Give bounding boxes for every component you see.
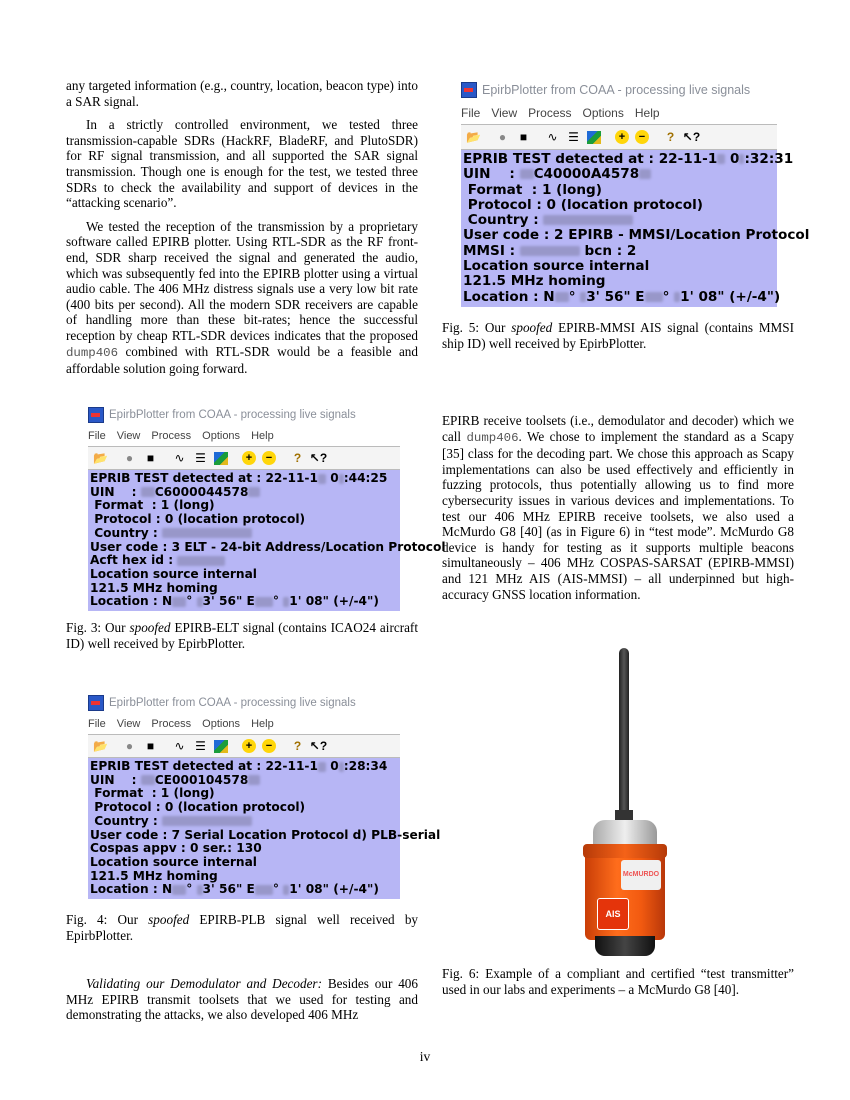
output-line: User code : 2 EPIRB - MMSI/Location Protocol [463, 227, 810, 244]
paragraph: Validating our Demodulator and Decoder: Besides our 406 MHz EPIRB transmit toolsets that we used for testing and demonstrating the attacks, we also developed 406 MHz [66, 976, 418, 1023]
stop-icon[interactable]: ■ [146, 739, 155, 753]
redaction [555, 292, 569, 302]
menu-process[interactable]: Process [151, 430, 192, 442]
waveform-icon[interactable]: ∿ [174, 739, 185, 753]
output-line: 121.5 MHz homing [463, 273, 606, 290]
section-heading: Validating our Demodulator and Decoder: [86, 976, 322, 991]
window-title: EpirbPlotter from COAA - processing live signals [109, 697, 356, 709]
zoom-out-icon[interactable]: − [262, 739, 276, 753]
menu-view[interactable]: View [116, 430, 141, 442]
redaction [739, 154, 744, 164]
redaction [197, 597, 203, 607]
output-line: Location source internal [90, 566, 257, 581]
menu-bar [461, 102, 777, 124]
redaction [318, 474, 326, 484]
page-number: iv [419, 1049, 431, 1064]
toolbar-separator [112, 449, 118, 467]
context-help-icon[interactable]: ↖? [682, 130, 701, 144]
redaction [248, 487, 260, 497]
zoom-out-icon[interactable]: − [262, 451, 276, 465]
beacon-antenna [619, 648, 629, 818]
zoom-in-icon[interactable]: + [242, 739, 256, 753]
toolbar-separator [280, 737, 286, 755]
paragraph: We tested the reception of the transmission by a proprietary software called EPIRB plotter. Using RTL-SDR as the RF front-end, SDR sharp received the signal and generated the audio, which was subsequently fed into the EPIRB plotter using a virtual audio cable. The 406 MHz distress signals use a very low bit rate (400 bits per second). All the modern SDR receivers are capable of handling more than these bit-rates; hence the successful reception by cheap RTL-SDR devices indicates that the proposed dump406 combined with RTL-SDR would be a feasible and affordable solution going forward. [66, 218, 418, 377]
waveform-icon[interactable]: ∿ [547, 130, 558, 144]
beacon-brand-label: McMURDO [621, 860, 661, 890]
redaction [717, 154, 725, 164]
redaction [339, 762, 344, 772]
redaction [172, 597, 186, 607]
redaction [197, 885, 203, 895]
output-line: 121.5 MHz homing [90, 580, 218, 595]
paragraph: EPIRB receive toolsets (i.e., demodulator and decoder) which we call dump406. We chose to implement the standard as a Scapy [35] class for the decoding part. We chose this approach as Scapy implementations can also be used effectively and efficiently in fuzzing protocols, thus potentially allowing us to find more cybersecurity issues in various devices and implementations. To test our 406 MHz EPIRB receive toolsets, we also used a McMurdo G8 [40] (as in Figure 6) in “test mode”. McMurdo G8 device is handy for testing as it supports multiple beacons simultaneously – 406 MHz COSPAS-SARSAT (EPIRB-MMSI) and 121 MHz AIS (AIS-MMSI) – all underpinned but high-accuracy GNSS location information. [442, 413, 794, 602]
help-icon[interactable]: ? [293, 739, 302, 753]
toolbar-separator [162, 737, 168, 755]
redaction [543, 215, 633, 225]
output-line: EPRIB TEST detected at : 22-11-1 0 :28:34 [90, 759, 388, 773]
toolbar [461, 124, 777, 150]
figure-5-caption: Fig. 5: Our spoofed EPIRB-MMSI AIS signal (contains MMSI ship ID) well received by EpirbPlotter. [442, 320, 794, 351]
redaction [255, 597, 273, 607]
menu-view[interactable]: View [116, 718, 141, 730]
map-icon[interactable] [214, 740, 228, 753]
menu-help[interactable]: Help [634, 106, 660, 120]
redaction [520, 169, 534, 179]
redaction [645, 292, 663, 302]
window-title: EpirbPlotter from COAA - processing live signals [109, 409, 356, 421]
record-icon[interactable]: ● [125, 739, 134, 753]
menu-options[interactable]: Options [582, 106, 624, 120]
redaction [248, 775, 260, 785]
menu-options[interactable]: Options [202, 718, 241, 730]
output-line: UIN : C40000A4578 [463, 167, 775, 182]
output-line: Location source internal [90, 854, 257, 869]
output-line: UIN : C6000044578 [90, 486, 398, 500]
stop-icon[interactable]: ■ [519, 130, 528, 144]
menu-file[interactable]: File [88, 430, 106, 442]
figure-3-caption: Fig. 3: Our spoofed EPIRB-ELT signal (contains ICAO24 aircraft ID) well received by EpirbPlotter. [66, 620, 418, 651]
output-line: User code : 7 Serial Location Protocol d) PLB-serial [90, 827, 441, 842]
redaction [520, 246, 580, 256]
menu-help[interactable]: Help [251, 718, 274, 730]
waveform-icon[interactable]: ∿ [174, 451, 185, 465]
output-line: Cospas appv : 0 ser.: 130 [90, 841, 262, 856]
map-icon[interactable] [587, 131, 601, 144]
figure-4-caption: Fig. 4: Our spoofed EPIRB-PLB signal well received by EpirbPlotter. [66, 912, 419, 943]
paragraph: any targeted information (e.g., country, location, beacon type) into a SAR signal. [66, 78, 418, 109]
mcmurdo-g8-beacon-image [575, 648, 675, 958]
toolbar [88, 446, 400, 470]
app-icon [88, 695, 104, 711]
epirbplotter-window-fig4 [88, 692, 441, 899]
beacon-ais-label: AIS [597, 898, 629, 930]
output-line: Protocol : 0 (location protocol) [90, 800, 306, 815]
right-column-text [442, 413, 794, 610]
toolbar-separator [232, 449, 238, 467]
app-icon [461, 82, 477, 98]
menu-file[interactable]: File [461, 106, 481, 120]
epirbplotter-window-fig3 [88, 404, 446, 611]
list-icon[interactable]: ☰ [195, 451, 206, 465]
redaction [580, 292, 586, 302]
open-folder-icon[interactable]: 📂 [93, 451, 108, 465]
toolbar-separator [535, 128, 541, 146]
output-line: User code : 3 ELT - 24-bit Address/Location Protocol [90, 539, 446, 554]
redaction [318, 762, 326, 772]
zoom-out-icon[interactable]: − [635, 130, 649, 144]
output-line: 121.5 MHz homing [90, 868, 218, 883]
output-line: UIN : CE000104578 [90, 774, 398, 788]
figure-6-caption: Fig. 6: Example of a compliant and certified “test transmitter” used in our labs and experiments – a McMurdo G8 [40]. [442, 966, 794, 997]
redaction [162, 816, 252, 826]
list-icon[interactable]: ☰ [568, 130, 579, 144]
redaction [339, 474, 344, 484]
menu-view[interactable]: View [491, 106, 518, 120]
output-line: Format : 1 (long) [463, 181, 603, 198]
record-icon[interactable]: ● [125, 451, 134, 465]
open-folder-icon[interactable]: 📂 [93, 739, 108, 753]
output-line: Protocol : 0 (location protocol) [90, 512, 306, 527]
output-line: EPRIB TEST detected at : 22-11-1 0 :32:31 [463, 151, 794, 167]
menu-process[interactable]: Process [151, 718, 192, 730]
redaction [172, 885, 186, 895]
output-line: Format : 1 (long) [90, 786, 215, 801]
map-icon[interactable] [214, 452, 228, 465]
toolbar-separator [485, 128, 491, 146]
window-title: EpirbPlotter from COAA - processing live signals [482, 83, 751, 97]
menu-bar [88, 426, 400, 446]
zoom-in-icon[interactable]: + [242, 451, 256, 465]
toolbar [88, 734, 400, 758]
window-title-bar [461, 78, 777, 102]
output-line: Country : [90, 527, 398, 541]
list-icon[interactable]: ☰ [195, 739, 206, 753]
decoded-output-panel [88, 470, 446, 611]
menu-options[interactable]: Options [202, 430, 241, 442]
output-line: Format : 1 (long) [90, 498, 215, 513]
output-line: Country : [463, 213, 775, 228]
toolbar-separator [280, 449, 286, 467]
redaction [283, 597, 289, 607]
output-line: Location : N ° 3' 56" E ° 1' 08" (+/-4") [463, 288, 781, 305]
beacon-foot [595, 936, 655, 956]
toolbar-separator [605, 128, 611, 146]
beacon-collar [583, 844, 667, 858]
output-line: EPRIB TEST detected at : 22-11-1 0 :44:25 [90, 471, 388, 485]
stop-icon[interactable]: ■ [146, 451, 155, 465]
redaction [141, 775, 155, 785]
zoom-in-icon[interactable]: + [615, 130, 629, 144]
output-line: Location : N ° 3' 56" E ° 1' 08" (+/-4") [90, 594, 379, 609]
context-help-icon[interactable]: ↖? [309, 451, 328, 465]
decoded-output-panel [461, 150, 810, 307]
redaction [255, 885, 273, 895]
redaction [283, 885, 289, 895]
redaction [674, 292, 680, 302]
menu-file[interactable]: File [88, 718, 106, 730]
redaction [639, 169, 651, 179]
open-folder-icon[interactable]: 📂 [466, 130, 481, 144]
decoded-output-panel [88, 758, 441, 899]
help-icon[interactable]: ? [666, 130, 675, 144]
help-icon[interactable]: ? [293, 451, 302, 465]
redaction [177, 556, 225, 566]
output-line: Protocol : 0 (location protocol) [463, 196, 703, 213]
output-line: Location : N ° 3' 56" E ° 1' 08" (+/-4") [90, 882, 379, 897]
window-title-bar [88, 404, 400, 426]
toolbar-separator [162, 449, 168, 467]
output-line: Country : [90, 815, 398, 829]
toolbar-separator [653, 128, 659, 146]
paragraph: In a strictly controlled environment, we tested three transmission-capable SDRs (HackRF, BladeRF, and PlutoSDR) for RF signal transmission, and all supported the SAR signal transmission. Though one is enough for the test, we tested three SDRs to check the availability and support of devices in the “attacking scenario”. [66, 117, 418, 211]
menu-help[interactable]: Help [251, 430, 274, 442]
redaction [162, 528, 252, 538]
left-column-intro [66, 78, 418, 385]
context-help-icon[interactable]: ↖? [309, 739, 328, 753]
output-line: Acft hex id : [90, 554, 398, 568]
epirbplotter-window-fig5 [461, 78, 810, 307]
code-dump406: dump406 [66, 345, 119, 360]
menu-process[interactable]: Process [528, 106, 572, 120]
toolbar-separator [232, 737, 238, 755]
menu-bar [88, 714, 400, 734]
toolbar-separator [112, 737, 118, 755]
record-icon[interactable]: ● [498, 130, 507, 144]
output-line: MMSI : bcn : 2 [463, 242, 637, 259]
code-dump406: dump406 [466, 430, 519, 445]
app-icon [88, 407, 104, 423]
window-title-bar [88, 692, 400, 714]
validating-paragraph [66, 976, 418, 1031]
output-line: Location source internal [463, 258, 650, 275]
redaction [141, 487, 155, 497]
